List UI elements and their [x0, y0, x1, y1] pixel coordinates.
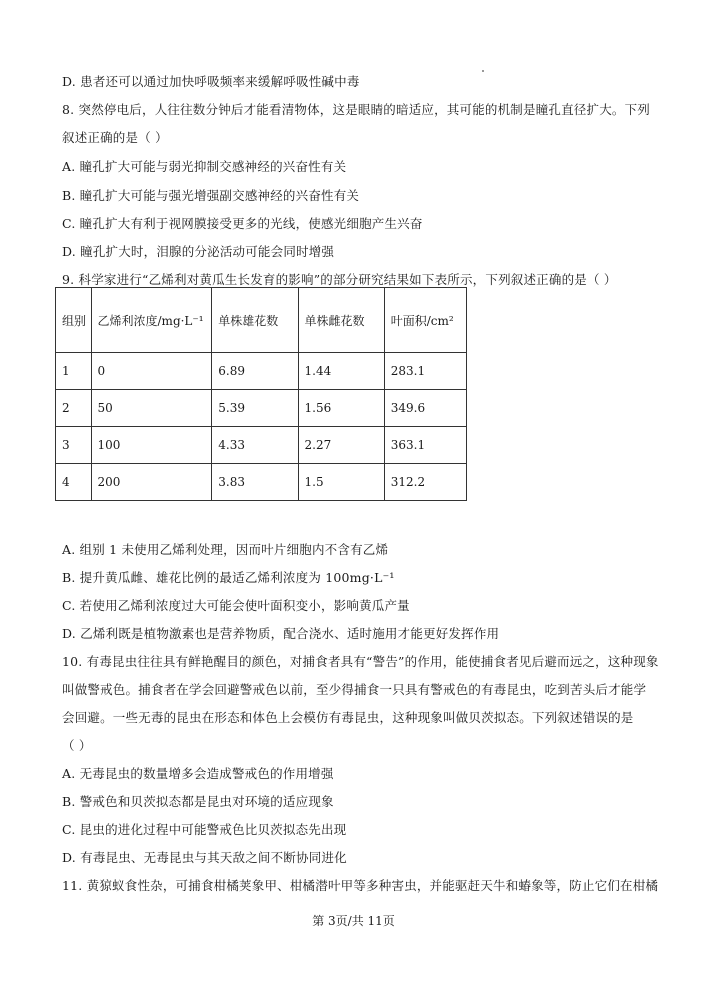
- q11-stem-line1: 11. 黄猄蚁食性杂，可捕食柑橘荚象甲、柑橘潜叶甲等多种害虫，并能驱赶天牛和蝽象等，防止它们在柑橘: [62, 878, 659, 893]
- table-row: [56, 464, 467, 501]
- q8-stem-line2: 叙述正确的是（ ）: [62, 130, 168, 145]
- q10-option-d: D. 有毒昆虫、无毒昆虫与其天敌之间不断协同进化: [62, 850, 347, 865]
- q10-option-a: A. 无毒昆虫的数量增多会造成警戒色的作用增强: [62, 766, 334, 781]
- table-header-row: [56, 288, 467, 353]
- q9-option-a: A. 组别 1 未使用乙烯利处理，因而叶片细胞内不含有乙烯: [62, 542, 389, 557]
- table-row: [56, 390, 467, 427]
- table-cell: 4.33: [212, 427, 298, 464]
- table-cell: 2.27: [298, 427, 384, 464]
- q9-stem: 9. 科学家进行“乙烯利对黄瓜生长发育的影响”的部分研究结果如下表所示，下列叙述正确的是（ ）: [62, 272, 617, 287]
- table-cell: 1.44: [298, 353, 384, 390]
- q8-option-d: D. 瞳孔扩大时，泪腺的分泌活动可能会同时增强: [62, 244, 335, 259]
- q8-option-a: A. 瞳孔扩大可能与弱光抑制交感神经的兴奋性有关: [62, 159, 347, 174]
- q9-data-table: [55, 287, 467, 501]
- q10-option-c: C. 昆虫的进化过程中可能警戒色比贝茨拟态先出现: [62, 822, 347, 837]
- table-cell: 1.5: [298, 464, 384, 501]
- q9-option-b: B. 提升黄瓜雌、雄花比例的最适乙烯利浓度为 100mg·L⁻¹: [62, 570, 395, 585]
- table-cell: 283.1: [384, 353, 466, 390]
- q10-stem-line3: 会回避。一些无毒的昆虫在形态和体色上会模仿有毒昆虫，这种现象叫做贝茨拟态。下列叙述错误的是: [62, 710, 634, 725]
- q10-option-b: B. 警戒色和贝茨拟态都是昆虫对环境的适应现象: [62, 794, 334, 809]
- table-cell: 1.56: [298, 390, 384, 427]
- table-cell: 100: [91, 427, 212, 464]
- table-row: [56, 427, 467, 464]
- table-cell: 3: [56, 427, 92, 464]
- table-cell: 5.39: [212, 390, 298, 427]
- q10-stem-line4: （ ）: [62, 738, 92, 753]
- table-cell: 363.1: [384, 427, 466, 464]
- page-footer: 第 3页/共 11页: [312, 914, 395, 928]
- q7-option-d: D. 患者还可以通过加快呼吸频率来缓解呼吸性碱中毒: [62, 74, 360, 89]
- table-cell: 1: [56, 353, 92, 390]
- table-cell: 200: [91, 464, 212, 501]
- scan-speck: [482, 70, 484, 72]
- table-cell: 2: [56, 390, 92, 427]
- table-cell: 349.6: [384, 390, 466, 427]
- header-concentration: 乙烯利浓度/mg·L⁻¹: [91, 288, 212, 353]
- q8-stem-line1: 8. 突然停电后，人往往数分钟后才能看清物体，这是眼睛的暗适应，其可能的机制是瞳孔直径扩大。下列: [62, 102, 651, 117]
- table-cell: 0: [91, 353, 212, 390]
- header-female-flowers: 单株雌花数: [298, 288, 384, 353]
- table-cell: 6.89: [212, 353, 298, 390]
- table-cell: 3.83: [212, 464, 298, 501]
- q8-option-c: C. 瞳孔扩大有利于视网膜接受更多的光线，使感光细胞产生兴奋: [62, 216, 423, 231]
- header-group: 组别: [56, 288, 92, 353]
- table-cell: 312.2: [384, 464, 466, 501]
- table-row: [56, 353, 467, 390]
- header-male-flowers: 单株雄花数: [212, 288, 298, 353]
- q9-option-d: D. 乙烯利既是植物激素也是营养物质，配合浇水、适时施用才能更好发挥作用: [62, 626, 500, 641]
- table-cell: 50: [91, 390, 212, 427]
- q8-option-b: B. 瞳孔扩大可能与强光增强副交感神经的兴奋性有关: [62, 188, 360, 203]
- q9-option-c: C. 若使用乙烯利浓度过大可能会使叶面积变小，影响黄瓜产量: [62, 598, 410, 613]
- q10-stem-line2: 叫做警戒色。捕食者在学会回避警戒色以前，至少得捕食一只具有警戒色的有毒昆虫，吃到苦头后才能学: [62, 682, 647, 697]
- header-leaf-area: 叶面积/cm²: [384, 288, 466, 353]
- table-cell: 4: [56, 464, 92, 501]
- q10-stem-line1: 10. 有毒昆虫往往具有鲜艳醒目的颜色，对捕食者具有“警告”的作用，能使捕食者见后避而远之，这种现象: [62, 654, 659, 669]
